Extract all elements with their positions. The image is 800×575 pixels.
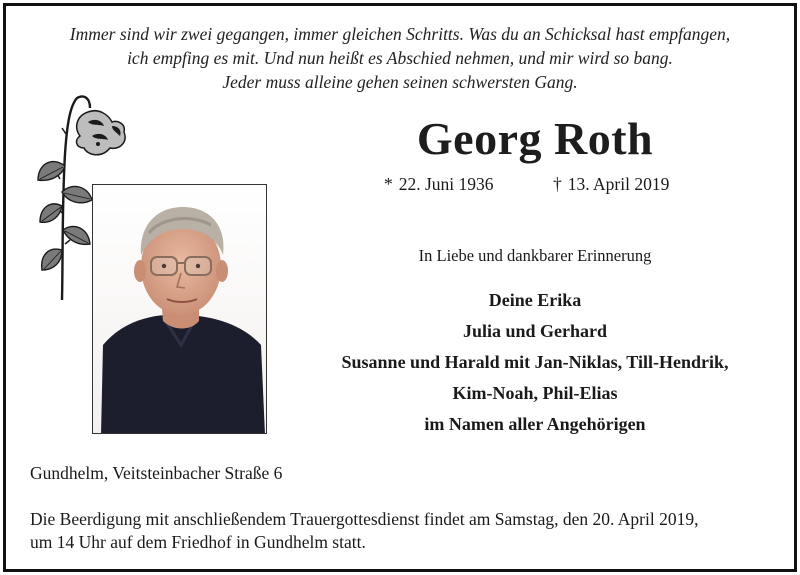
birth-date-line (384, 174, 494, 195)
death-date: 13. April 2019 (567, 174, 670, 194)
portrait-photo (92, 184, 267, 434)
poem (0, 22, 800, 94)
poem-line-2: ich empfing es mit. Und nun heißt es Abschied nehmen, und mir wird so bang. (127, 48, 673, 68)
portrait-image (93, 185, 267, 434)
funeral-notice (30, 508, 698, 554)
birth-date: 22. Juni 1936 (398, 174, 494, 194)
poem-line-3: Jeder muss alleine gehen seinen schwersten Gang. (222, 72, 578, 92)
birth-symbol: * (384, 174, 393, 194)
funeral-notice-line-1: Die Beerdigung mit anschließendem Trauergottesdienst findet am Samstag, den 20. April 2019, (30, 509, 699, 529)
mourner-line: im Namen aller Angehörigen (424, 414, 646, 434)
death-date-line (553, 174, 669, 195)
memory-line: In Liebe und dankbarer Erinnerung (418, 246, 652, 265)
deceased-name: Georg Roth (416, 113, 654, 164)
poem-line-1: Immer sind wir zwei gegangen, immer gleichen Schritts. Was du an Schicksal hast empfangen, (69, 24, 731, 44)
funeral-notice-line-2: um 14 Uhr auf dem Friedhof in Gundhelm statt. (30, 532, 366, 552)
mourner-line: Susanne und Harald mit Jan-Niklas, Till-Hendrik, (341, 352, 729, 372)
mourner-line: Deine Erika (488, 290, 582, 310)
death-symbol: † (553, 174, 562, 194)
mourner-line: Kim-Noah, Phil-Elias (452, 383, 618, 403)
address: Gundhelm, Veitsteinbacher Straße 6 (30, 463, 283, 483)
mourner-line: Julia und Gerhard (462, 321, 608, 341)
mourners-list (300, 285, 770, 440)
